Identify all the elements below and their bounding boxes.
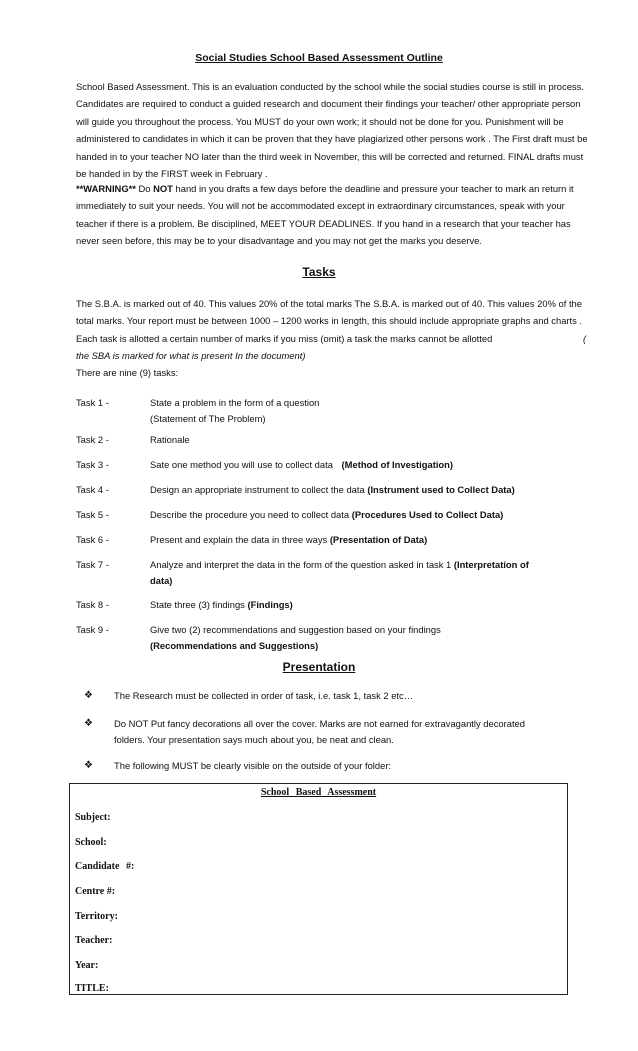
field-centre-number: Centre #: <box>75 886 116 897</box>
task-label: Task 2 - <box>76 434 109 445</box>
field-year: Year: <box>75 960 99 971</box>
field-title: TITLE: <box>75 983 109 994</box>
tasks-note: ( the SBA is marked for what is present In the document) <box>76 332 587 362</box>
task-label: Task 3 - <box>76 459 109 470</box>
task-description: Sate one method you will use to collect data <box>150 459 333 470</box>
folder-cover-box <box>69 783 568 995</box>
warning-not: NOT <box>153 183 173 194</box>
task-text <box>150 482 570 498</box>
bullet-text <box>114 758 564 774</box>
task-line2: (Statement of The Problem) <box>150 412 266 424</box>
task-description: Describe the procedure you need to collect data <box>150 509 350 520</box>
task-text <box>150 395 570 426</box>
task-label: Task 7 - <box>76 559 109 570</box>
presentation-heading: Presentation <box>282 660 356 674</box>
warning-text-a: Do <box>138 183 151 194</box>
field-school: School: <box>75 837 107 848</box>
bullet-line: The Research must be collected in order of task, i.e. task 1, task 2 etc… <box>114 690 414 701</box>
task-label: Task 5 - <box>76 509 109 520</box>
task-label: Task 8 - <box>76 599 109 610</box>
task-text <box>150 597 570 613</box>
task-text <box>150 507 570 523</box>
task-description: Present and explain the data in three ways <box>150 534 328 545</box>
tasks-intro-paragraph <box>76 295 596 365</box>
task-description: Give two (2) recommendations and suggestion based on your findings <box>150 624 441 635</box>
folder-box-title: School Based Assessment <box>260 787 377 798</box>
bullet-line: Do NOT Put fancy decorations all over the cover. Marks are not earned for extravagantly decorated <box>114 718 525 729</box>
task-description: Analyze and interpret the data in the form of the question asked in task 1 <box>150 559 452 570</box>
tasks-heading: Tasks <box>302 265 336 279</box>
warning-text-b: hand in you drafts a few days before the deadline and pressure your teacher to mark an return it immediately to suit your needs. You will not be accommodated except in extraordinary circumstances, speak with your teacher if there is a problem. Be disciplined, MEET YOUR DEADLINES. If you hand in a research that your teacher has never seen before, this may be to your disadvantage and you may not get the marks you deserve. <box>76 183 574 247</box>
task-description: Design an appropriate instrument to collect the data <box>150 484 365 495</box>
task-text <box>150 432 570 448</box>
warning-label: **WARNING** <box>76 183 136 194</box>
diamond-bullet-icon: ❖ <box>84 718 93 729</box>
task-label: Task 6 - <box>76 534 109 545</box>
task-label: Task 1 - <box>76 397 109 408</box>
task-bold: (Findings) <box>247 599 293 610</box>
task-text <box>150 457 570 473</box>
task-bold: (Presentation of Data) <box>329 534 428 545</box>
task-description: State three (3) findings <box>150 599 245 610</box>
tasks-intro-text: The S.B.A. is marked out of 40. This values 20% of the total marks The S.B.A. is marked out of 40. This values 20% of the total marks. Your report must be between 1000 – 1200 works in length, this should include appropriate graphs and charts . Each task is allotted a certain number of marks if you miss (omit) a task the marks cannot be allotted <box>76 298 583 344</box>
task-bold: (Interpretation of <box>453 559 529 570</box>
task-text <box>150 557 560 588</box>
diamond-bullet-icon: ❖ <box>84 690 93 701</box>
field-candidate-number: Candidate #: <box>75 861 135 872</box>
task-bold: (Procedures Used to Collect Data) <box>351 509 504 520</box>
task-line2: data) <box>150 574 173 586</box>
bullet-text <box>114 688 564 704</box>
task-description: State a problem in the form of a question <box>150 397 320 408</box>
field-territory: Territory: <box>75 911 118 922</box>
bullet-line: The following MUST be clearly visible on the outside of your folder: <box>114 760 392 771</box>
diamond-bullet-icon: ❖ <box>84 760 93 771</box>
bullet-text <box>114 716 564 747</box>
bullet-line: folders. Your presentation says much about you, be neat and clean. <box>114 733 394 745</box>
tasks-count: There are nine (9) tasks: <box>76 367 179 378</box>
task-line2: (Recommendations and Suggestions) <box>150 639 319 651</box>
task-label: Task 9 - <box>76 624 109 635</box>
document-title: Social Studies School Based Assessment Outline <box>195 52 443 64</box>
task-text <box>150 622 570 653</box>
task-bold: (Method of Investigation) <box>341 459 453 470</box>
task-label: Task 4 - <box>76 484 109 495</box>
intro-paragraph: School Based Assessment. This is an evaluation conducted by the school while the social studies course is still in process. Candidates are required to conduct a guided research and document their findings your teacher/ other appropriate person will guide you throughout the process. You MUST do your own work; it should not be done for you. Punishment will be administered to candidates in which it can be proven that they have plagiarized other persons work . The First draft must be handed in to your teacher NO later than the third week in November, this will be corrected and returned. FINAL drafts must be handed in by the FIRST week in February . <box>76 81 588 180</box>
warning-paragraph <box>76 180 596 250</box>
task-description: Rationale <box>150 434 190 445</box>
field-teacher: Teacher: <box>75 935 113 946</box>
task-bold: (Instrument used to Collect Data) <box>367 484 515 495</box>
task-text <box>150 532 570 548</box>
field-subject: Subject: <box>75 812 111 823</box>
